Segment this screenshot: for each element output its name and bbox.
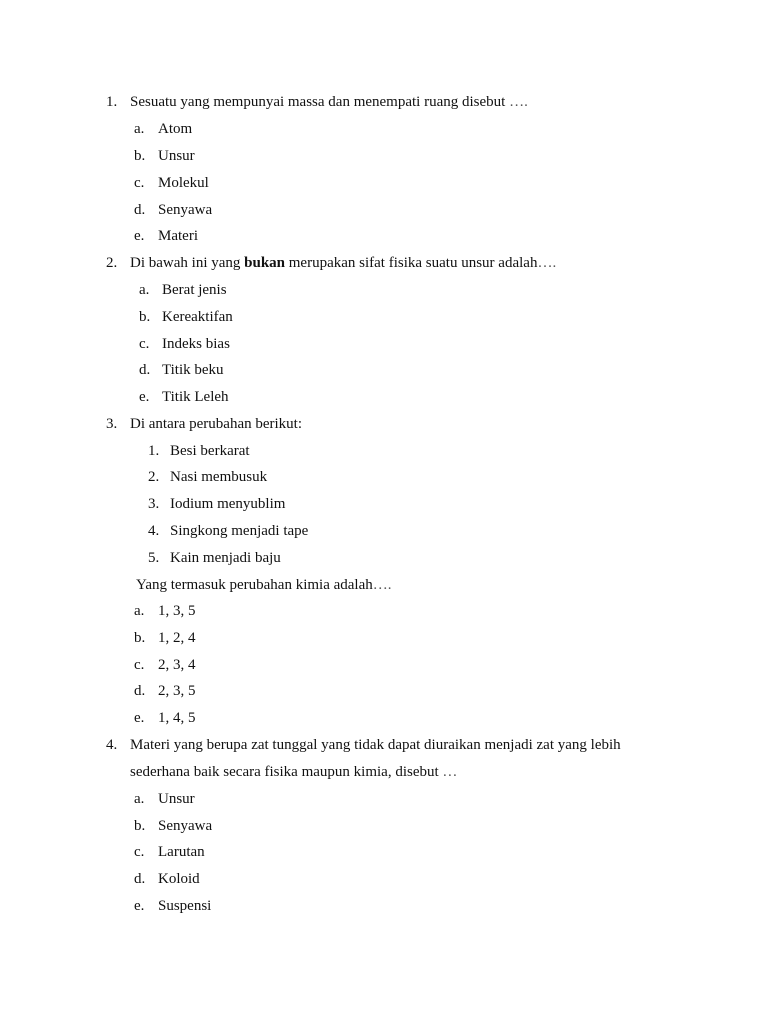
option-label: e. [139,389,150,405]
option-text: Molekul [158,175,209,191]
option-label: c. [134,844,145,860]
question-text-line-2: sederhana baik secara fisika maupun kimia, disebut … [130,764,458,780]
question-text-line-1: Materi yang berupa zat tunggal yang tidak dapat diuraikan menjadi zat yang lebih [130,737,621,753]
question-number: 1. [106,94,118,110]
option-text: 1, 3, 5 [158,603,196,619]
option-text: Materi [158,228,198,244]
option-label: d. [134,202,146,218]
question-text: Sesuatu yang mempunyai massa dan menempati ruang disebut …. [130,94,528,110]
option-text: 1, 4, 5 [158,710,196,726]
option-label: c. [134,175,145,191]
list-item-text: Kain menjadi baju [170,550,281,566]
option-label: e. [134,228,145,244]
option-label: b. [139,309,151,325]
list-item-number: 5. [148,550,160,566]
option-text: Koloid [158,871,200,887]
question-text: Di antara perubahan berikut: [130,416,303,432]
question-stem: Yang termasuk perubahan kimia adalah…. [136,577,392,593]
question-number: 3. [106,416,118,432]
ellipsis: …. [505,94,528,110]
option-text: Titik beku [162,362,224,378]
option-label: a. [134,791,145,807]
option-text: Unsur [158,148,195,164]
question-number: 2. [106,255,118,271]
option-text: 1, 2, 4 [158,630,196,646]
emphasis-word: bukan [244,255,286,271]
option-text: Unsur [158,791,195,807]
question-text: Di bawah ini yang bukan merupakan sifat fisika suatu unsur adalah…. [130,255,557,271]
list-item-text: Iodium menyublim [170,496,286,512]
option-label: b. [134,630,146,646]
list-item-number: 3. [148,496,160,512]
option-text: Indeks bias [162,336,230,352]
ellipsis: … [438,764,458,780]
list-item-number: 4. [148,523,160,539]
option-text: 2, 3, 4 [158,657,196,673]
list-item-number: 2. [148,469,160,485]
option-text: 2, 3, 5 [158,683,196,699]
option-label: c. [139,336,150,352]
ellipsis: …. [537,255,557,271]
option-label: d. [134,683,146,699]
option-text: Senyawa [158,818,213,834]
ellipsis: …. [372,577,392,593]
option-text: Kereaktifan [162,309,233,325]
list-item-number: 1. [148,443,160,459]
option-label: e. [134,710,145,726]
option-label: d. [139,362,151,378]
option-label: a. [139,282,150,298]
option-label: b. [134,148,146,164]
option-text: Senyawa [158,202,213,218]
option-label: b. [134,818,146,834]
option-label: a. [134,603,145,619]
option-text: Atom [158,121,193,137]
option-text: Larutan [158,844,205,860]
option-label: e. [134,898,145,914]
option-text: Berat jenis [162,282,227,298]
option-label: a. [134,121,145,137]
question-number: 4. [106,737,118,753]
list-item-text: Nasi membusuk [170,469,268,485]
option-label: d. [134,871,146,887]
list-item-text: Singkong menjadi tape [170,523,309,539]
option-text: Suspensi [158,898,212,914]
option-text: Titik Leleh [162,389,229,405]
list-item-text: Besi berkarat [170,443,250,459]
option-label: c. [134,657,145,673]
